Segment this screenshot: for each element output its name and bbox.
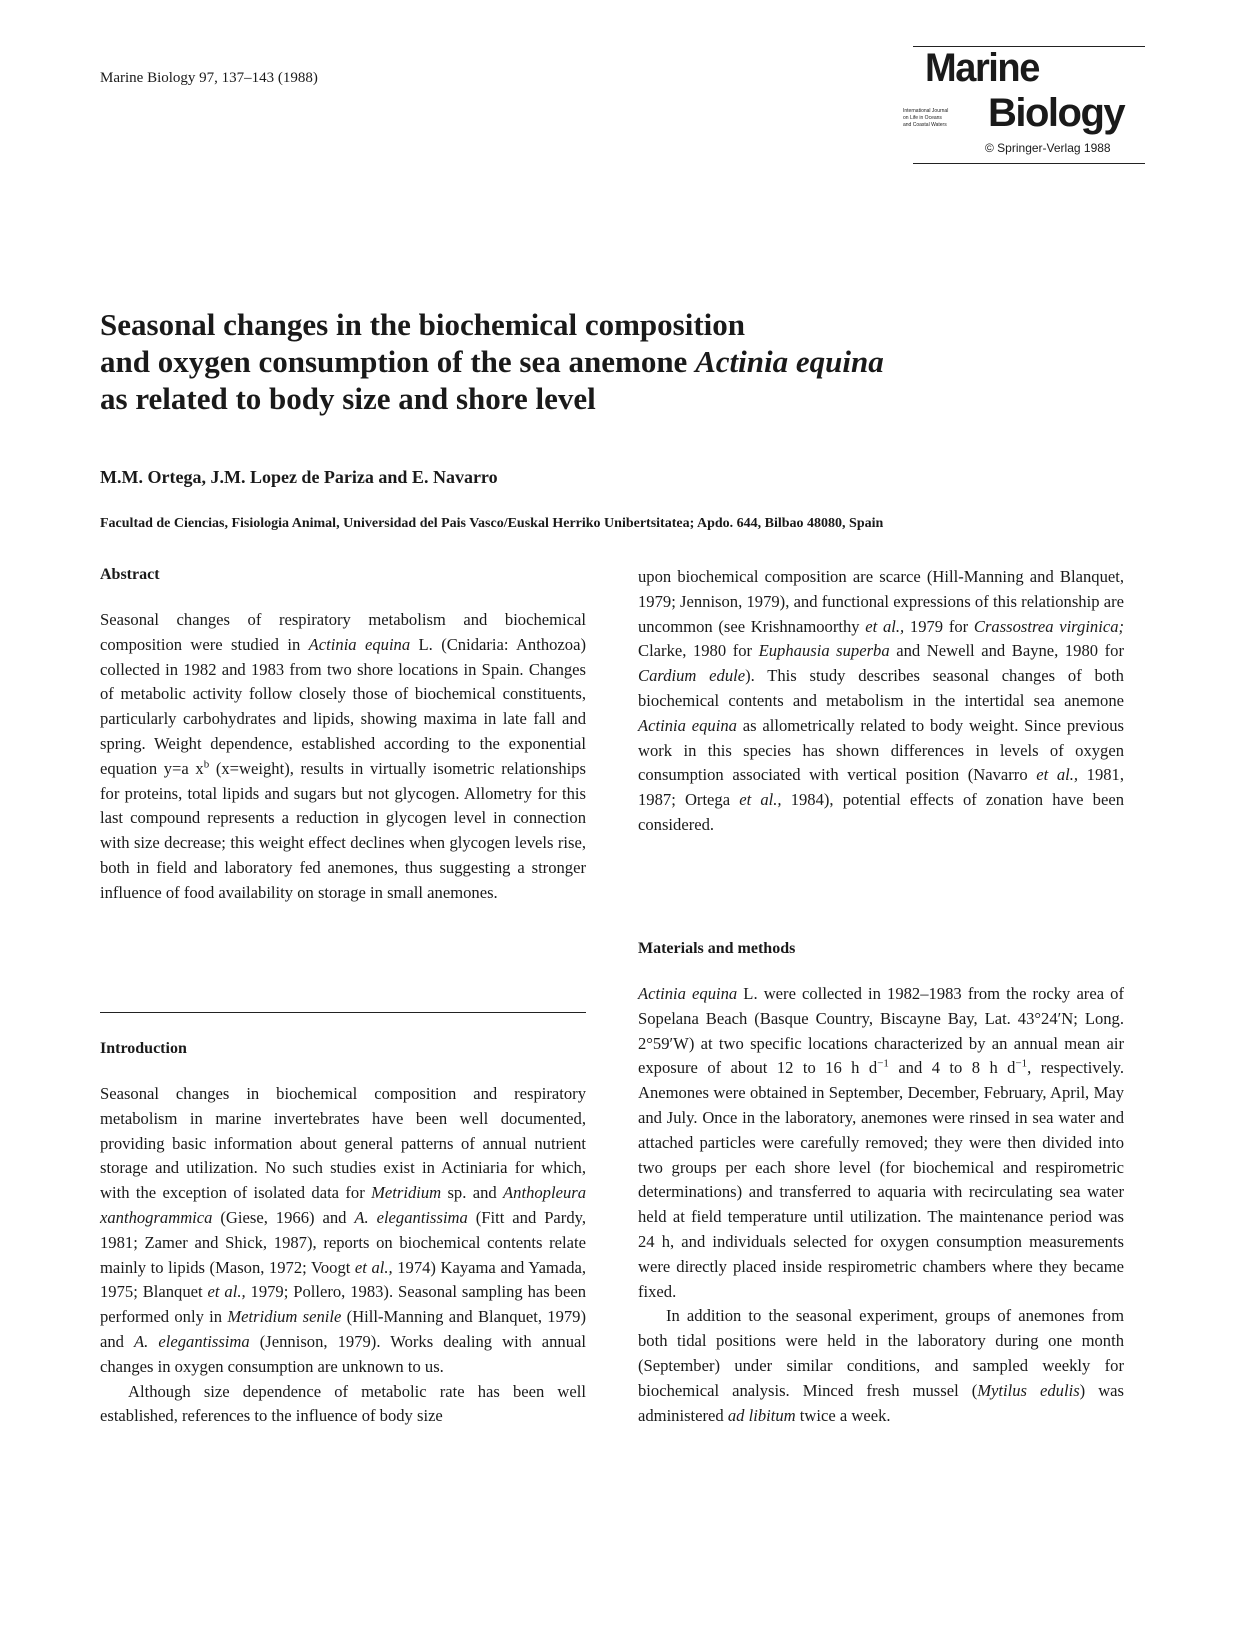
- journal-logo-tagline: International Journal on Life in Oceans and Coastal Waters: [903, 108, 949, 128]
- journal-logo-biology: Biology: [988, 91, 1125, 135]
- methods-heading: Materials and methods: [638, 940, 796, 957]
- introduction-heading: Introduction: [100, 1040, 187, 1057]
- abstract-divider: [100, 1012, 586, 1013]
- introduction-text: Seasonal changes in biochemical composition and respiratory metabolism in marine invertebrates have been well documented, providing basic information about general patterns of annual nutrient storage and utilization. No such studies exist in Actiniaria for which, with the exception of isolated data for Metridium sp. and Anthopleura xanthogrammica (Giese, 1966) and A. elegantissima (Fitt and Pardy, 1981; Zamer and Shick, 1987), reports on biochemical contents relate mainly to lipids (Mason, 1972; Voogt et al., 1974) Kayama and Yamada, 1975; Blanquet et al., 1979; Pollero, 1983). Seasonal sampling has been performed only in Metridium senile (Hill-Manning and Blanquet, 1979) and A. elegantissima (Jennison, 1979). Works dealing with annual changes in oxygen consumption are unknown to us. Although size dependence of metabolic rate has been well established, references to the influence of body size: [100, 1084, 587, 1426]
- introduction-text-continued: upon biochemical composition are scarce (Hill-Manning and Blanquet, 1979; Jennison, 1979), and functional expressions of this relationship are uncommon (see Krishnamoorthy et al., 1979 for Crassostrea virginica; Clarke, 1980 for Euphausia superba and Newell and Bayne, 1980 for Cardium edule). This study describes seasonal changes of both biochemical contents and metabolism in the intertidal sea anemone Actinia equina as allometrically related to body weight. Since previous work in this species has shown differences in levels of oxygen consumption associated with vertical position (Navarro et al., 1981, 1987; Ortega et al., 1984), potential effects of zonation have been considered.: [638, 567, 1125, 834]
- journal-logo-marine: Marine: [925, 46, 1039, 90]
- logo-bottom-rule: [913, 163, 1145, 164]
- abstract-heading: Abstract: [100, 566, 160, 583]
- copyright-notice: © Springer-Verlag 1988: [985, 141, 1111, 155]
- article-authors: M.M. Ortega, J.M. Lopez de Pariza and E. Navarro: [100, 467, 498, 487]
- methods-text: Actinia equina L. were collected in 1982–1983 from the rocky area of Sopelana Beach (Basque Country, Biscayne Bay, Lat. 43°24′N; Long. 2°59′W) at two specific locations characterized by an annual mean air exposure of about 12 to 16 h $d^{-1}$ and 4 to 8 h $d^{-1}$, respectively. Anemones were obtained in September, December, February, April, May and July. Once in the laboratory, anemones were rinsed in sea water and attached particles were carefully removed; they were then divided into two groups per each shore level (for biochemical and respirometric determinations) and transferred to aquaria with recirculating sea water held at field temperature until utilization. The maintenance period was 24 h, and individuals selected for oxygen consumption measurements were directly placed inside respirometric chambers where they became fixed. In addition to the seasonal experiment, groups of anemones from both tidal positions were held in the laboratory during one month (September) under similar conditions, and sampled weekly for biochemical analysis. Minced fresh mussel (Mytilus edulis) was administered ad libitum twice a week.: [638, 984, 1124, 1425]
- author-affiliation: Facultad de Ciencias, Fisiologia Animal, Universidad del Pais Vasco/Euskal Herriko Unibertsitatea; Apdo. 644, Bilbao 48080, Spain: [100, 516, 884, 531]
- article-title: Seasonal changes in the biochemical composition and oxygen consumption of the sea anemone Actinia equina as related to body size and shore level: [100, 307, 884, 416]
- abstract-text: Seasonal changes of respiratory metabolism and biochemical composition were studied in Actinia equina L. (Cnidaria: Anthozoa) collected in 1982 and 1983 from two shore locations in Spain. Changes of metabolic activity follow closely those of biochemical constituents, particularly carbohydrates and lipids, showing maxima in late fall and spring. Weight dependence, established according to the exponential equation y=a $x^b$ (x=weight), results in virtually isometric relationships for proteins, total lipids and sugars but not glycogen. Allometry for this last compound represents a reduction in glycogen level in connection with size decrease; this weight effect declines when glycogen levels rise, both in field and laboratory fed anemones, thus suggesting a stronger influence of food availability on storage in small anemones.: [100, 610, 586, 902]
- journal-reference: Marine Biology 97, 137–143 (1988): [100, 70, 318, 86]
